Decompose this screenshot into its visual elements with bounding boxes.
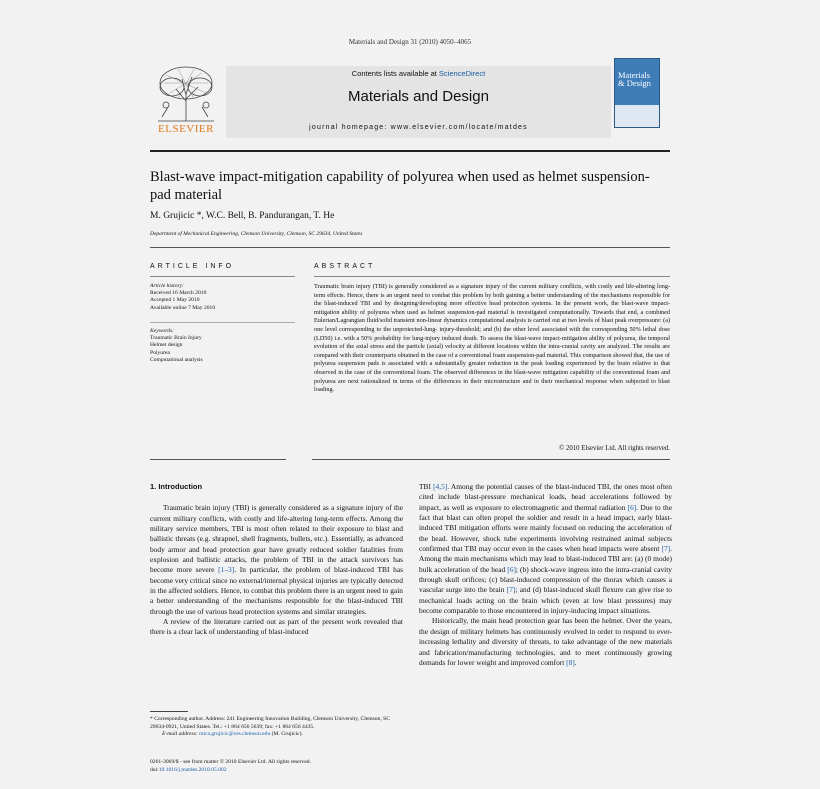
- history-online: Available online 7 May 2010: [150, 304, 216, 311]
- paragraph-text: ; (b) shock-wave ingress into the intra-cranial cavity through skull orifices; (c) blast-induced compression of the thorax which causes a vascular surge into the brain: [419, 564, 672, 595]
- article-title: Blast-wave impact-mitigation capability of polyurea when used as helmet suspension-pad material: [150, 169, 650, 203]
- citation-link[interactable]: [8]: [566, 657, 575, 667]
- cover-title: Materials & Design: [618, 70, 651, 88]
- journal-masthead: [150, 63, 670, 143]
- body-right-column: [419, 482, 672, 668]
- body-paragraph: A review of the literature carried out as part of the present work revealed that there is a clear lack of understanding of blast-induced: [150, 617, 403, 637]
- citation-link[interactable]: [4,5]: [433, 482, 448, 491]
- doi-prefix: doi:: [150, 766, 159, 773]
- sciencedirect-link[interactable]: ScienceDirect: [438, 69, 486, 78]
- paragraph-text: . Due to the fact that blast can often propel the soldier and result in a head impact, early blast-induced TBI mitigation efforts were mainly focused on reducing the acceleration of the head. However, shock tube experiments involving restrained animal subjects confirmed that TBI may occur even in the cases when head impacts were absent: [419, 502, 672, 554]
- paragraph-text: . Among the main mechanisms which may lead to blast-induced TBI are: (a) (0 mode) bulk acceleration of the head: [419, 544, 672, 574]
- paragraph-text: Traumatic brain injury (TBI) is generally considered as a signature injury of the current military conflicts, with costly and life-altering long-term effects. Among the military service members, TBI is most often related to their exposure to blast and ballistic threats (e.g. shrapnel, shell fragments, bullets, etc.). Essentially, as advanced body armor and head protection gear have greatly reduced soldier fatalities from explosion and ballistic attacks, the problem of TBI in the attack survivors has become more severe: [150, 503, 403, 575]
- article-info-heading: ARTICLE INFO: [150, 263, 235, 270]
- journal-homepage[interactable]: journal homepage: www.elsevier.com/locate/matdes: [309, 124, 528, 131]
- corresponding-author-footnote: [150, 716, 403, 739]
- citation-link[interactable]: [7]: [661, 544, 671, 554]
- info-rule: [150, 276, 295, 277]
- history-accepted: Accepted 1 May 2010: [150, 297, 200, 304]
- running-head: Materials and Design 31 (2010) 4050–4065: [348, 38, 472, 46]
- email-link[interactable]: mica.grujicic@ces.clemson.edu: [199, 731, 271, 738]
- history-label: Article history:: [150, 283, 185, 289]
- citation-link[interactable]: [1–3]: [218, 565, 235, 575]
- citation-link[interactable]: [7]: [506, 585, 516, 595]
- email-suffix: (M. Grujicic).: [270, 731, 303, 738]
- body-left-column: [150, 482, 403, 638]
- paragraph-text: Historically, the main head protection gear has been the helmet. Over the years, the design of military helmets has continuously evolved in order to respond to ever-increasing lethality and diversity of threats, to take advantage of the new materials and fabrication/manufacturing technologies, and to meet continuously growing demands for lower weight and improved comfort: [419, 616, 672, 667]
- journal-title: Materials and Design: [348, 88, 489, 105]
- footnote-email-line: [150, 731, 403, 739]
- affiliation: Department of Mechanical Engineering, Clemson University, Clemson, SC 29634, United States: [150, 231, 363, 237]
- contents-line: [226, 69, 611, 78]
- abstract-copyright: © 2010 Elsevier Ltd. All rights reserved.: [559, 445, 670, 452]
- history-received: Received 16 March 2010: [150, 290, 207, 297]
- abstract-end-rule: [150, 459, 670, 460]
- keyword-item: Computational analysis: [150, 356, 203, 363]
- body-paragraph: [419, 616, 672, 668]
- keywords-label: Keywords:: [150, 328, 175, 334]
- doi-link[interactable]: 10.1016/j.matdes.2010.05.002: [158, 766, 227, 773]
- keywords-block: [150, 328, 295, 364]
- journal-cover-image: [614, 58, 660, 128]
- body-paragraph: TBI [4,5]. Among the potential causes of the blast-induced TBI, the ones most often cited include blast-pressure mechanical loads, head accelerations followed by impact, as well as exposure to electromagnetic and thermal radiation [6]. Due to the fact that blast can often propel the soldier and result in a head impact, early blast-induced TBI mitigation efforts were mainly focused on reducing the acceleration of the head. However, shock tube experiments involving restrained animal subjects confirmed that TBI may occur even in the cases when head impacts were absent [7]. Among the main mechanisms which may lead to blast-induced TBI are: (a) (0 mode) bulk acceleration of the head [6]; (b) shock-wave ingress into the intra-cranial cavity through skull orifices; (c) blast-induced compression of the thorax which causes a vascular surge into the brain [7]; and (d) blast-induced skull flexure can give rise to mechanical loads acting on the brain which (even at low blast pressures) may become comparable to those encountered in injury-inducing impact situations.: [419, 482, 672, 616]
- doi-line: [150, 767, 403, 775]
- header-rule: [150, 247, 670, 248]
- cover-strip: [615, 105, 659, 127]
- keyword-item: Traumatic Brain Injury: [150, 335, 202, 342]
- masthead-rule: [150, 150, 670, 152]
- journal-banner: [226, 66, 611, 138]
- footnote-address: * Corresponding author. Address: 241 Engineering Innovation Building, Clemson University, Clemson, SC 29634-0921, United States. Tel.: +1 864 656 5639; fax: +1 864 656 4435.: [150, 716, 390, 730]
- citation-link[interactable]: [6]: [627, 502, 637, 512]
- rule-gap: [286, 456, 312, 462]
- section-heading: 1. Introduction: [150, 482, 203, 491]
- article-history: [150, 283, 295, 312]
- contents-prefix: Contents lists available at: [351, 69, 439, 78]
- abstract-heading: ABSTRACT: [314, 263, 376, 270]
- body-paragraph: [150, 503, 403, 617]
- keyword-item: Helmet design: [150, 342, 183, 349]
- doi-block: [150, 759, 403, 774]
- footnote-rule: [150, 711, 188, 712]
- keyword-item: Polyurea: [150, 349, 170, 356]
- paragraph-text: . In particular, the problem of blast-induced TBI has become very critical since no external/internal physical injuries are typically detected in the affected soldiers. Hence, to combat this problem there is an urgent need to gain a better understanding of the mechanisms responsible for the blast-induced TBI through the use of various head protection systems and similar strategies.: [150, 565, 403, 616]
- paragraph-text: ; and (d) blast-induced skull flexure can give rise to mechanical loads acting on the brain which (even at low blast pressures) may become comparable to those encountered in injury-inducing impact situations.: [419, 585, 672, 616]
- issn-line: 0261-3069/$ - see front matter © 2010 Elsevier Ltd. All rights reserved.: [150, 759, 311, 765]
- paragraph-text: .: [574, 657, 577, 667]
- elsevier-wordmark: ELSEVIER: [158, 123, 214, 135]
- email-label: E-mail address:: [162, 731, 200, 738]
- paragraph-text: . Among the potential causes of the blast-induced TBI, the ones most often cited include blast-pressure mechanical loads, head accelerations followed by impact, as well as exposure to electromagnetic and thermal radiation: [419, 482, 672, 512]
- citation-link[interactable]: [6]: [507, 564, 516, 574]
- abstract-rule: [314, 276, 670, 277]
- author-list: M. Grujicic *, W.C. Bell, B. Pandurangan, T. He: [150, 211, 335, 221]
- keywords-rule: [150, 322, 295, 323]
- abstract-text: Traumatic brain injury (TBI) is generally considered as a signature injury of the current military conflicts, with costly and life-altering long-term effects. Hence, there is an urgent need to combat this problem by both gaining a better understanding of the mechanisms responsible for the blast-induced TBI and by designing/developing more effective head protection systems. In the present work, the blast-wave impact-mitigation ability of polyurea when used as helmet suspension-pad material is investigated computationally. Towards that end, a combined Eulerian/Lagrangian fluid/solid transient non-linear dynamics computational analysis is carried out at two levels of blast peak overpressure: (a) one level corresponding to the unprotected-lung- injury-threshold; and (b) the other level associated with the corresponding 50% lethal dose (LD50) i.e. with a 50% probability for lung-injury induced death. To assess the blast-wave impact-mitigation ability of polyurea, the temporal evolution of the axial stress and the particle (axial) velocity at different locations within the intra-cranial cavity are analyzed. The results are compared with their counterparts obtained in the case of a conventional foam suspension-pad material. This comparison showed that, the use of polyurea suspension pads is associated with a substantially greater reduction in the peak loading experienced by the brain relative to that observed in the case of the conventional foam. The observed differences in the blast-wave mitigation capability of the conventional foam and polyurea are next rationalized in terms of the differences in their microstructure and in their mechanical response when subjected to blast loading.: [314, 283, 670, 394]
